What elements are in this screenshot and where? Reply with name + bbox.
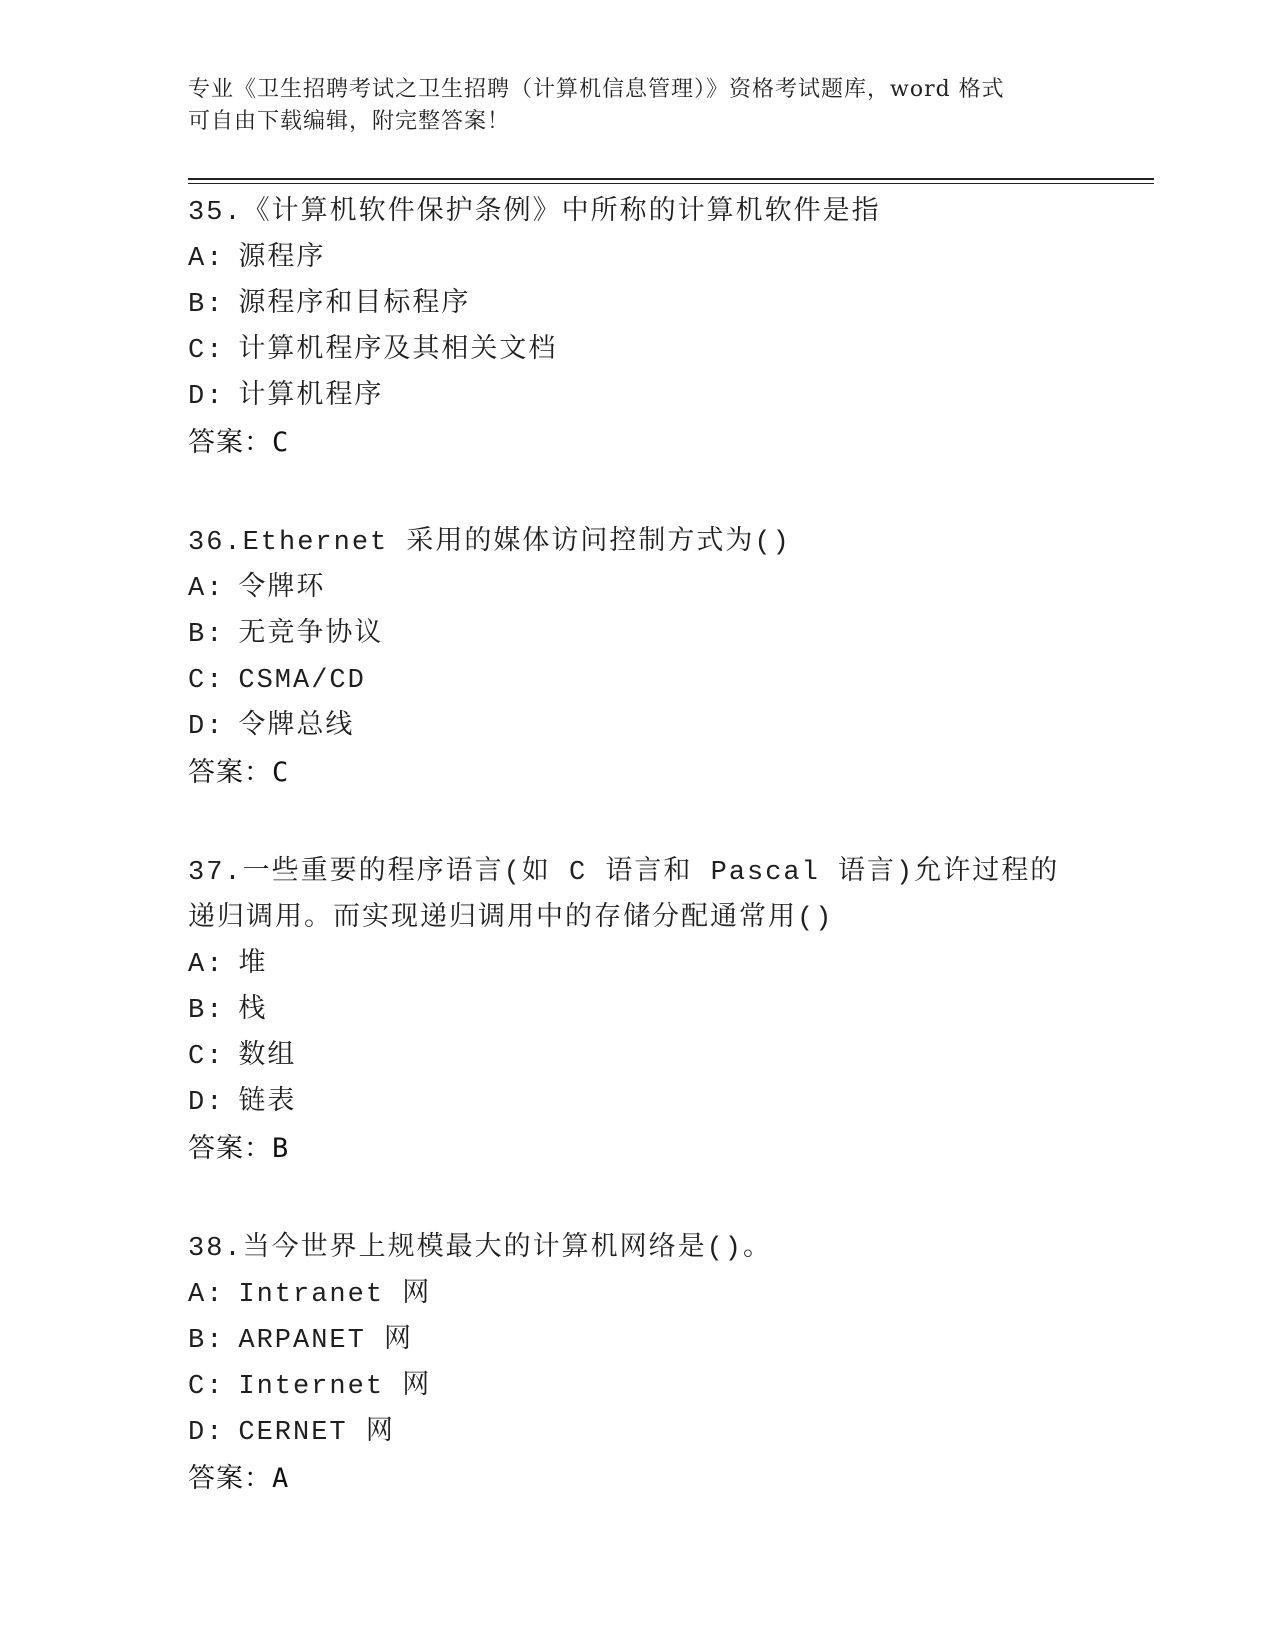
option-a (188, 566, 1088, 612)
answer-label: 答案： (188, 1463, 272, 1494)
option-b (188, 282, 1088, 328)
option-letter: A: (188, 950, 225, 980)
question-stem: 36.Ethernet 采用的媒体访问控制方式为() (188, 528, 791, 558)
option-text: Intranet 网 (238, 1280, 432, 1310)
option-b (188, 612, 1088, 658)
option-letter: C: (188, 666, 225, 696)
option-text: 栈 (238, 996, 268, 1026)
question-item (188, 520, 1088, 796)
option-text: 计算机程序及其相关文档 (238, 336, 558, 366)
option-letter: C: (188, 336, 225, 366)
option-a (188, 942, 1088, 988)
option-text: Internet 网 (238, 1372, 432, 1402)
option-letter: A: (188, 574, 225, 604)
option-letter: B: (188, 620, 225, 650)
option-letter: A: (188, 244, 225, 274)
option-d (188, 704, 1088, 750)
option-c (188, 1364, 1088, 1410)
option-c (188, 1034, 1088, 1080)
answer-value: C (272, 757, 290, 788)
option-text: 源程序 (238, 244, 326, 274)
option-letter: B: (188, 290, 225, 320)
option-d (188, 374, 1088, 420)
question-stem: 35.《计算机软件保护条例》中所称的计算机软件是指 (188, 198, 881, 228)
option-letter: C: (188, 1042, 225, 1072)
option-letter: D: (188, 382, 225, 412)
answer-line (188, 750, 1088, 796)
answer-value: B (272, 1133, 290, 1164)
answer-value: A (272, 1463, 290, 1494)
option-text: 链表 (238, 1088, 297, 1118)
answer-label: 答案： (188, 757, 272, 788)
option-b (188, 988, 1088, 1034)
option-c (188, 328, 1088, 374)
option-letter: B: (188, 996, 225, 1026)
option-a (188, 236, 1088, 282)
option-text: CSMA/CD (238, 666, 366, 696)
header-line-1: 专业《卫生招聘考试之卫生招聘（计算机信息管理）》资格考试题库，word 格式 (188, 77, 1005, 102)
option-letter: D: (188, 1088, 225, 1118)
answer-line (188, 1126, 1088, 1172)
question-item (188, 190, 1088, 466)
option-d (188, 1410, 1088, 1456)
option-text: 堆 (238, 950, 268, 980)
question-list (188, 190, 1088, 1502)
header-divider-thick (188, 178, 1154, 180)
answer-line (188, 420, 1088, 466)
answer-value: C (272, 427, 290, 458)
option-text: 源程序和目标程序 (238, 290, 471, 320)
answer-line (188, 1456, 1088, 1502)
option-letter: B: (188, 1326, 225, 1356)
question-item (188, 1226, 1088, 1502)
header-line-2: 可自由下载编辑，附完整答案！ (188, 109, 511, 134)
option-letter: D: (188, 1418, 225, 1448)
document-header (188, 74, 1088, 138)
option-text: ARPANET 网 (238, 1326, 414, 1356)
header-divider-thin (188, 183, 1154, 184)
option-text: 令牌总线 (238, 712, 355, 742)
answer-label: 答案： (188, 1133, 272, 1164)
option-text: 令牌环 (238, 574, 326, 604)
option-c (188, 658, 1088, 704)
option-letter: A: (188, 1280, 225, 1310)
question-stem: 38.当今世界上规模最大的计算机网络是()。 (188, 1234, 773, 1264)
option-d (188, 1080, 1088, 1126)
question-stem: 37.一些重要的程序语言(如 C 语言和 Pascal 语言)允许过程的递归调用。而实现递归调用中的存储分配通常用() (188, 858, 1060, 934)
option-text: 数组 (238, 1042, 297, 1072)
option-letter: D: (188, 712, 225, 742)
option-b (188, 1318, 1088, 1364)
question-item (188, 850, 1088, 1172)
option-a (188, 1272, 1088, 1318)
option-letter: C: (188, 1372, 225, 1402)
option-text: 无竞争协议 (238, 620, 384, 650)
answer-label: 答案： (188, 427, 272, 458)
option-text: CERNET 网 (238, 1418, 395, 1448)
option-text: 计算机程序 (238, 382, 384, 412)
